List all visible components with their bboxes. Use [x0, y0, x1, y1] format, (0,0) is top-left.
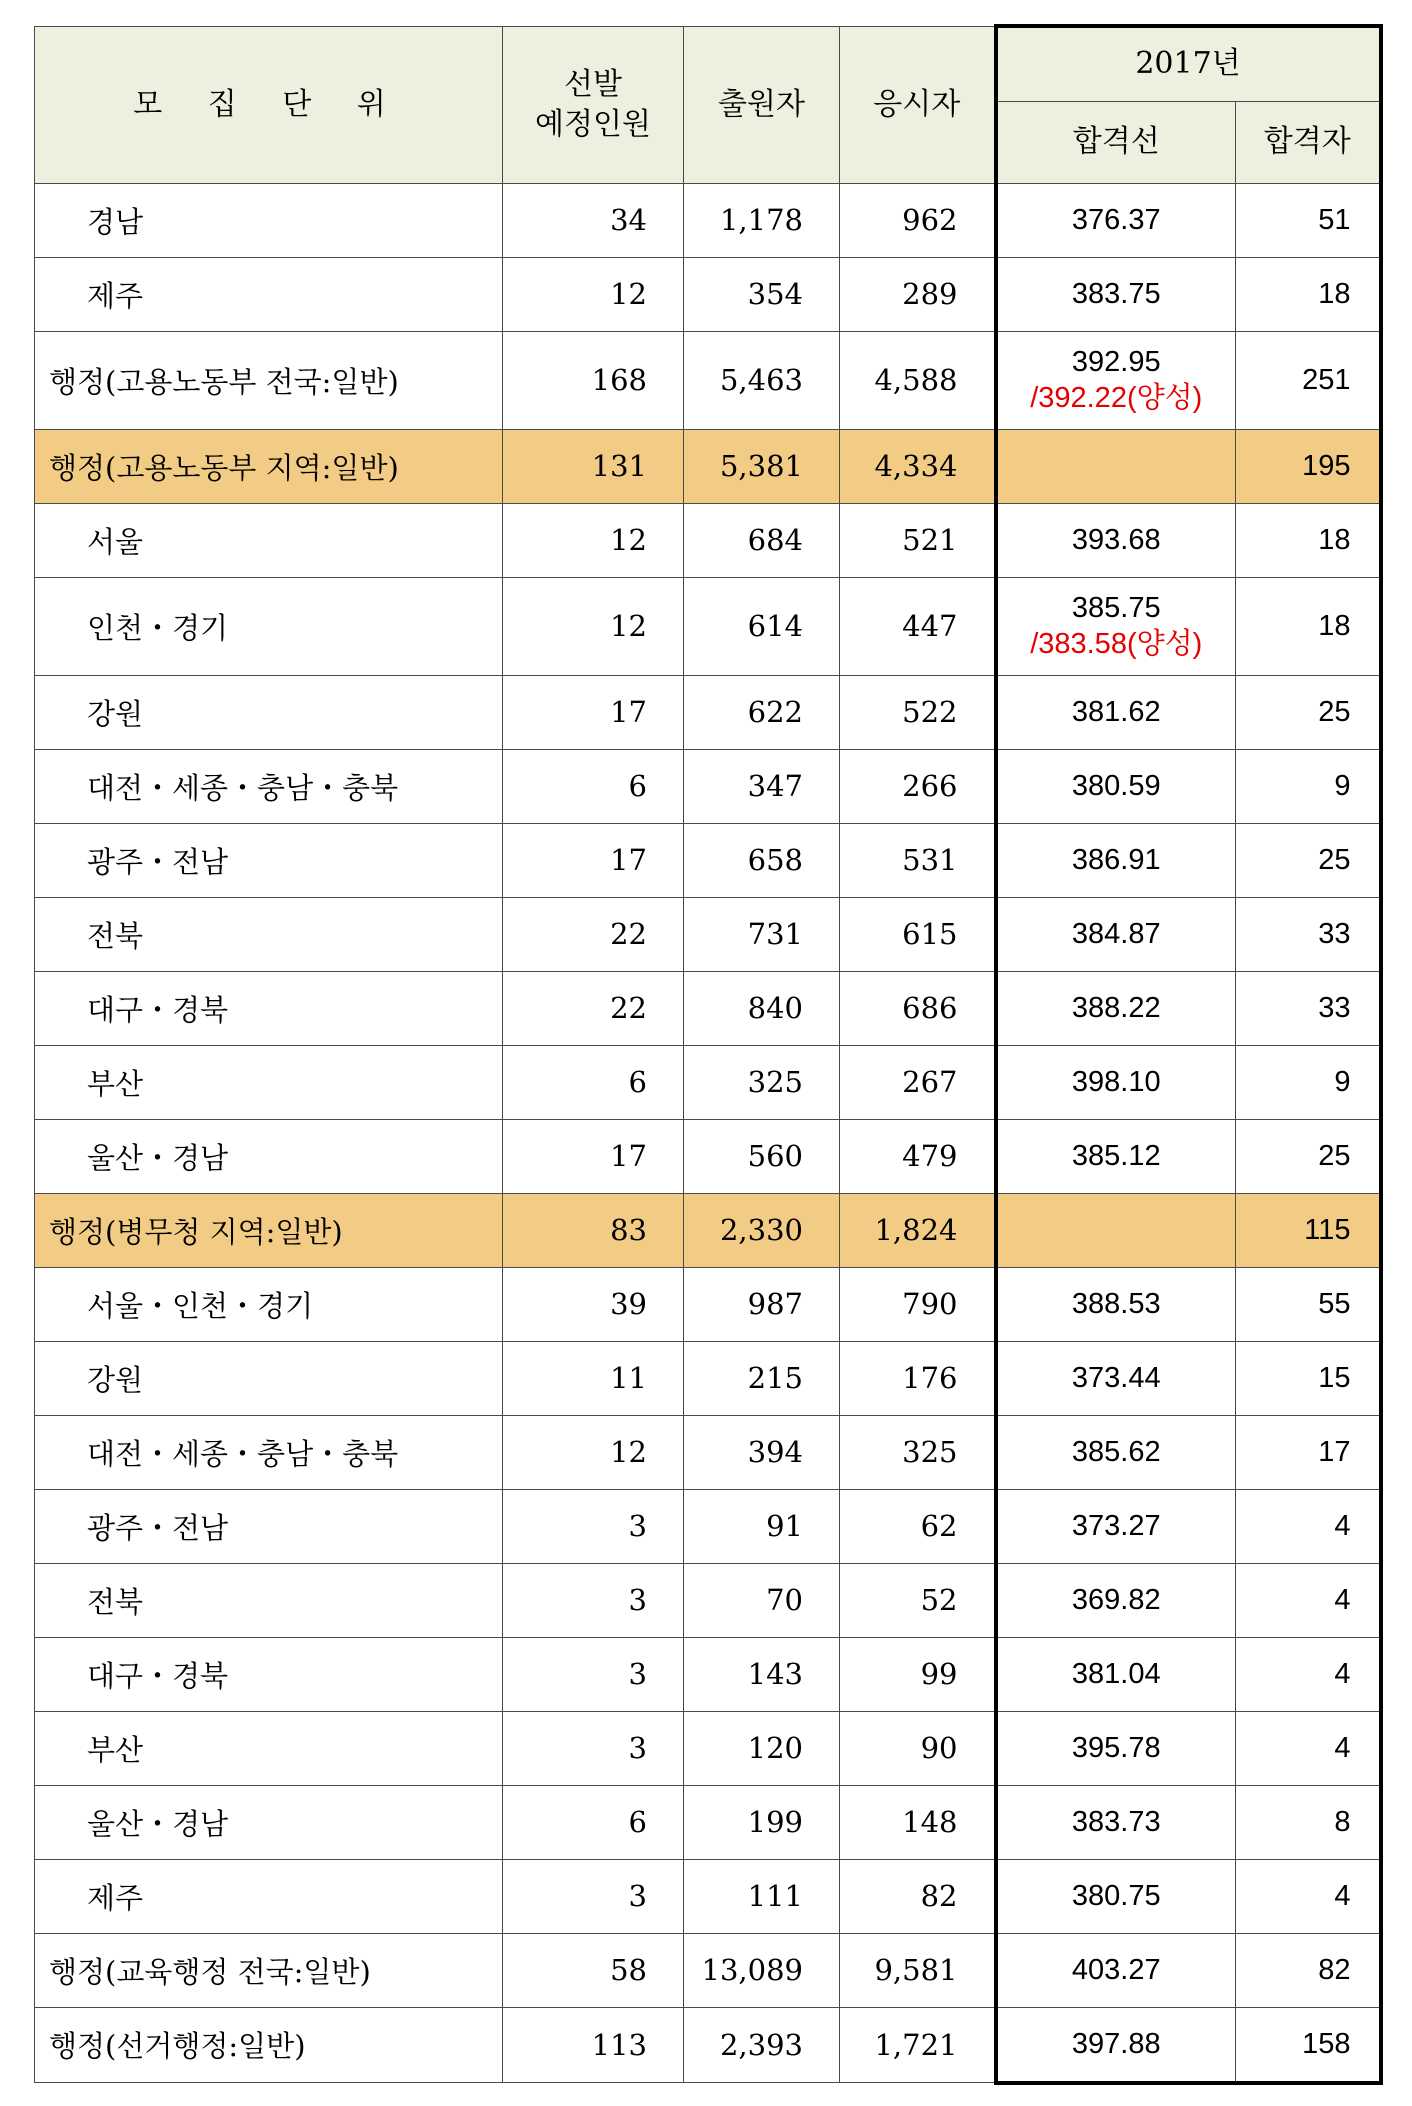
planned-cell: 58: [503, 1933, 684, 2007]
cutoff-value: 397.88: [1071, 2028, 1161, 2060]
unit-name-cell: 행정(고용노동부 지역:일반): [35, 429, 503, 503]
examinees-cell: 790: [840, 1267, 996, 1341]
passers-cell: 55: [1236, 1267, 1381, 1341]
applicants-cell: 658: [684, 823, 840, 897]
header-planned-line1: 선발: [564, 66, 622, 102]
unit-name-cell: 경남: [35, 183, 503, 257]
table-row: [35, 749, 1381, 823]
unit-name-cell: 행정(고용노동부 전국:일반): [35, 331, 503, 429]
cutoff-value: 381.62: [1071, 696, 1161, 728]
table-row: [35, 1711, 1381, 1785]
table-row: [35, 503, 1381, 577]
passers-cell: 8: [1236, 1785, 1381, 1859]
table-row: [35, 1119, 1381, 1193]
examinees-cell: 82: [840, 1859, 996, 1933]
planned-cell: 22: [503, 971, 684, 1045]
cutoff-value: 383.75: [1071, 278, 1161, 310]
table-row: [35, 1045, 1381, 1119]
cutoff-value: 383.73: [1071, 1806, 1161, 1838]
examinees-cell: 4,334: [840, 429, 996, 503]
cutoff-value: 380.59: [1071, 770, 1161, 802]
passers-cell: 25: [1236, 1119, 1381, 1193]
unit-name-cell: 울산・경남: [35, 1119, 503, 1193]
table-row: [35, 897, 1381, 971]
cutoff-cell: [996, 1933, 1236, 2007]
examinees-cell: 615: [840, 897, 996, 971]
cutoff-value: 384.87: [1071, 918, 1161, 950]
cutoff-alt-value: /392.22(양성): [1030, 382, 1203, 414]
cutoff-cell: [996, 331, 1236, 429]
examinees-cell: 447: [840, 577, 996, 675]
cutoff-value: 381.04: [1071, 1658, 1161, 1690]
examinees-cell: 62: [840, 1489, 996, 1563]
applicants-cell: 1,178: [684, 183, 840, 257]
planned-cell: 131: [503, 429, 684, 503]
passers-cell: 51: [1236, 183, 1381, 257]
applicants-cell: 840: [684, 971, 840, 1045]
unit-name-cell: 서울: [35, 503, 503, 577]
cutoff-cell: [996, 1045, 1236, 1119]
table-row: [35, 1563, 1381, 1637]
planned-cell: 17: [503, 1119, 684, 1193]
cutoff-value: 388.53: [1071, 1288, 1161, 1320]
cutoff-value: 385.12: [1071, 1140, 1161, 1172]
applicants-cell: 70: [684, 1563, 840, 1637]
table-row: [35, 2007, 1381, 2083]
examinees-cell: 479: [840, 1119, 996, 1193]
table-row: [35, 331, 1381, 429]
applicants-cell: 2,393: [684, 2007, 840, 2083]
cutoff-cell: [996, 1489, 1236, 1563]
results-table-wrapper: [34, 24, 1383, 2085]
table-header: [35, 26, 1381, 183]
table-row: [35, 1637, 1381, 1711]
cutoff-value: 373.27: [1071, 1510, 1161, 1542]
examinees-cell: 52: [840, 1563, 996, 1637]
cutoff-value: 385.62: [1071, 1436, 1161, 1468]
applicants-cell: 622: [684, 675, 840, 749]
results-table: [34, 24, 1383, 2085]
table-row: [35, 577, 1381, 675]
table-row: [35, 1859, 1381, 1933]
planned-cell: 6: [503, 1785, 684, 1859]
planned-cell: 83: [503, 1193, 684, 1267]
unit-name-cell: 대구・경북: [35, 971, 503, 1045]
unit-name-cell: 전북: [35, 1563, 503, 1637]
planned-cell: 3: [503, 1489, 684, 1563]
applicants-cell: 560: [684, 1119, 840, 1193]
cutoff-cell: [996, 1785, 1236, 1859]
passers-cell: 9: [1236, 749, 1381, 823]
planned-cell: 6: [503, 1045, 684, 1119]
planned-cell: 12: [503, 1415, 684, 1489]
table-row: [35, 675, 1381, 749]
cutoff-value: 369.82: [1071, 1584, 1161, 1616]
applicants-cell: 394: [684, 1415, 840, 1489]
table-row: [35, 1341, 1381, 1415]
unit-name-cell: 행정(선거행정:일반): [35, 2007, 503, 2083]
header-passers: 합격자: [1236, 101, 1381, 183]
planned-cell: 39: [503, 1267, 684, 1341]
planned-cell: 34: [503, 183, 684, 257]
cutoff-value: 388.22: [1071, 992, 1161, 1024]
passers-cell: 4: [1236, 1637, 1381, 1711]
examinees-cell: 90: [840, 1711, 996, 1785]
unit-name-cell: 부산: [35, 1045, 503, 1119]
planned-cell: 3: [503, 1711, 684, 1785]
planned-cell: 17: [503, 675, 684, 749]
applicants-cell: 199: [684, 1785, 840, 1859]
applicants-cell: 987: [684, 1267, 840, 1341]
cutoff-cell: [996, 971, 1236, 1045]
cutoff-value: 385.75: [1071, 592, 1161, 624]
planned-cell: 113: [503, 2007, 684, 2083]
unit-name-cell: 전북: [35, 897, 503, 971]
planned-cell: 3: [503, 1563, 684, 1637]
applicants-cell: 684: [684, 503, 840, 577]
cutoff-cell: [996, 749, 1236, 823]
passers-cell: 195: [1236, 429, 1381, 503]
applicants-cell: 347: [684, 749, 840, 823]
unit-name-cell: 제주: [35, 1859, 503, 1933]
examinees-cell: 522: [840, 675, 996, 749]
cutoff-cell: [996, 257, 1236, 331]
table-row: [35, 1785, 1381, 1859]
examinees-cell: 1,721: [840, 2007, 996, 2083]
unit-name-cell: 인천・경기: [35, 577, 503, 675]
cutoff-value: 376.37: [1071, 204, 1161, 236]
header-planned: [503, 26, 684, 183]
header-applicants: 출원자: [684, 26, 840, 183]
passers-cell: 33: [1236, 897, 1381, 971]
passers-cell: 4: [1236, 1563, 1381, 1637]
cutoff-alt-value: /383.58(양성): [1030, 628, 1203, 660]
table-row: [35, 823, 1381, 897]
unit-name-cell: 부산: [35, 1711, 503, 1785]
passers-cell: 115: [1236, 1193, 1381, 1267]
header-cutoff: 합격선: [996, 101, 1236, 183]
examinees-cell: 9,581: [840, 1933, 996, 2007]
table-row: [35, 1415, 1381, 1489]
table-row: [35, 971, 1381, 1045]
cutoff-value: 373.44: [1071, 1362, 1161, 1394]
examinees-cell: 99: [840, 1637, 996, 1711]
cutoff-value: 386.91: [1071, 844, 1161, 876]
cutoff-cell: [996, 675, 1236, 749]
passers-cell: 18: [1236, 257, 1381, 331]
cutoff-cell: [996, 577, 1236, 675]
examinees-cell: 4,588: [840, 331, 996, 429]
unit-name-cell: 대전・세종・충남・충북: [35, 749, 503, 823]
cutoff-value: 403.27: [1071, 1954, 1161, 1986]
passers-cell: 4: [1236, 1711, 1381, 1785]
applicants-cell: 143: [684, 1637, 840, 1711]
table-row: [35, 183, 1381, 257]
passers-cell: 18: [1236, 503, 1381, 577]
applicants-cell: 13,089: [684, 1933, 840, 2007]
applicants-cell: 354: [684, 257, 840, 331]
planned-cell: 6: [503, 749, 684, 823]
planned-cell: 12: [503, 577, 684, 675]
passers-cell: 9: [1236, 1045, 1381, 1119]
applicants-cell: 120: [684, 1711, 840, 1785]
applicants-cell: 325: [684, 1045, 840, 1119]
header-unit: 모 집 단 위: [35, 26, 503, 183]
table-row: [35, 429, 1381, 503]
unit-name-cell: 대전・세종・충남・충북: [35, 1415, 503, 1489]
cutoff-cell: [996, 1859, 1236, 1933]
cutoff-cell: [996, 1711, 1236, 1785]
cutoff-cell: [996, 429, 1236, 503]
planned-cell: 12: [503, 503, 684, 577]
table-row: [35, 1933, 1381, 2007]
examinees-cell: 686: [840, 971, 996, 1045]
cutoff-value: 398.10: [1071, 1066, 1161, 1098]
examinees-cell: 176: [840, 1341, 996, 1415]
passers-cell: 17: [1236, 1415, 1381, 1489]
planned-cell: 168: [503, 331, 684, 429]
header-examinees: 응시자: [840, 26, 996, 183]
table-row: [35, 257, 1381, 331]
examinees-cell: 266: [840, 749, 996, 823]
cutoff-value: 392.95: [1071, 346, 1161, 378]
examinees-cell: 521: [840, 503, 996, 577]
cutoff-cell: [996, 1193, 1236, 1267]
planned-cell: 22: [503, 897, 684, 971]
cutoff-cell: [996, 1119, 1236, 1193]
unit-name-cell: 강원: [35, 1341, 503, 1415]
planned-cell: 17: [503, 823, 684, 897]
unit-name-cell: 광주・전남: [35, 823, 503, 897]
passers-cell: 25: [1236, 823, 1381, 897]
cutoff-value: 393.68: [1071, 524, 1161, 556]
applicants-cell: 5,463: [684, 331, 840, 429]
cutoff-cell: [996, 823, 1236, 897]
unit-name-cell: 서울・인천・경기: [35, 1267, 503, 1341]
unit-name-cell: 행정(교육행정 전국:일반): [35, 1933, 503, 2007]
cutoff-cell: [996, 503, 1236, 577]
table-row: [35, 1489, 1381, 1563]
passers-cell: 25: [1236, 675, 1381, 749]
planned-cell: 3: [503, 1637, 684, 1711]
applicants-cell: 215: [684, 1341, 840, 1415]
passers-cell: 18: [1236, 577, 1381, 675]
header-planned-line2: 예정인원: [535, 106, 651, 142]
cutoff-value: 380.75: [1071, 1880, 1161, 1912]
unit-name-cell: 제주: [35, 257, 503, 331]
examinees-cell: 531: [840, 823, 996, 897]
header-year: 2017년: [996, 26, 1381, 101]
table-row: [35, 1267, 1381, 1341]
passers-cell: 82: [1236, 1933, 1381, 2007]
cutoff-cell: [996, 1415, 1236, 1489]
unit-name-cell: 대구・경북: [35, 1637, 503, 1711]
examinees-cell: 267: [840, 1045, 996, 1119]
cutoff-cell: [996, 2007, 1236, 2083]
unit-name-cell: 행정(병무청 지역:일반): [35, 1193, 503, 1267]
planned-cell: 11: [503, 1341, 684, 1415]
examinees-cell: 325: [840, 1415, 996, 1489]
passers-cell: 158: [1236, 2007, 1381, 2083]
examinees-cell: 962: [840, 183, 996, 257]
passers-cell: 4: [1236, 1489, 1381, 1563]
planned-cell: 3: [503, 1859, 684, 1933]
passers-cell: 15: [1236, 1341, 1381, 1415]
unit-name-cell: 광주・전남: [35, 1489, 503, 1563]
applicants-cell: 614: [684, 577, 840, 675]
applicants-cell: 111: [684, 1859, 840, 1933]
examinees-cell: 1,824: [840, 1193, 996, 1267]
applicants-cell: 731: [684, 897, 840, 971]
cutoff-cell: [996, 1637, 1236, 1711]
cutoff-cell: [996, 1267, 1236, 1341]
table-row: [35, 1193, 1381, 1267]
unit-name-cell: 울산・경남: [35, 1785, 503, 1859]
applicants-cell: 91: [684, 1489, 840, 1563]
cutoff-cell: [996, 897, 1236, 971]
applicants-cell: 5,381: [684, 429, 840, 503]
planned-cell: 12: [503, 257, 684, 331]
applicants-cell: 2,330: [684, 1193, 840, 1267]
examinees-cell: 148: [840, 1785, 996, 1859]
table-body: [35, 183, 1381, 2083]
passers-cell: 4: [1236, 1859, 1381, 1933]
examinees-cell: 289: [840, 257, 996, 331]
passers-cell: 251: [1236, 331, 1381, 429]
unit-name-cell: 강원: [35, 675, 503, 749]
cutoff-cell: [996, 1563, 1236, 1637]
cutoff-value: 395.78: [1071, 1732, 1161, 1764]
cutoff-cell: [996, 183, 1236, 257]
cutoff-cell: [996, 1341, 1236, 1415]
passers-cell: 33: [1236, 971, 1381, 1045]
